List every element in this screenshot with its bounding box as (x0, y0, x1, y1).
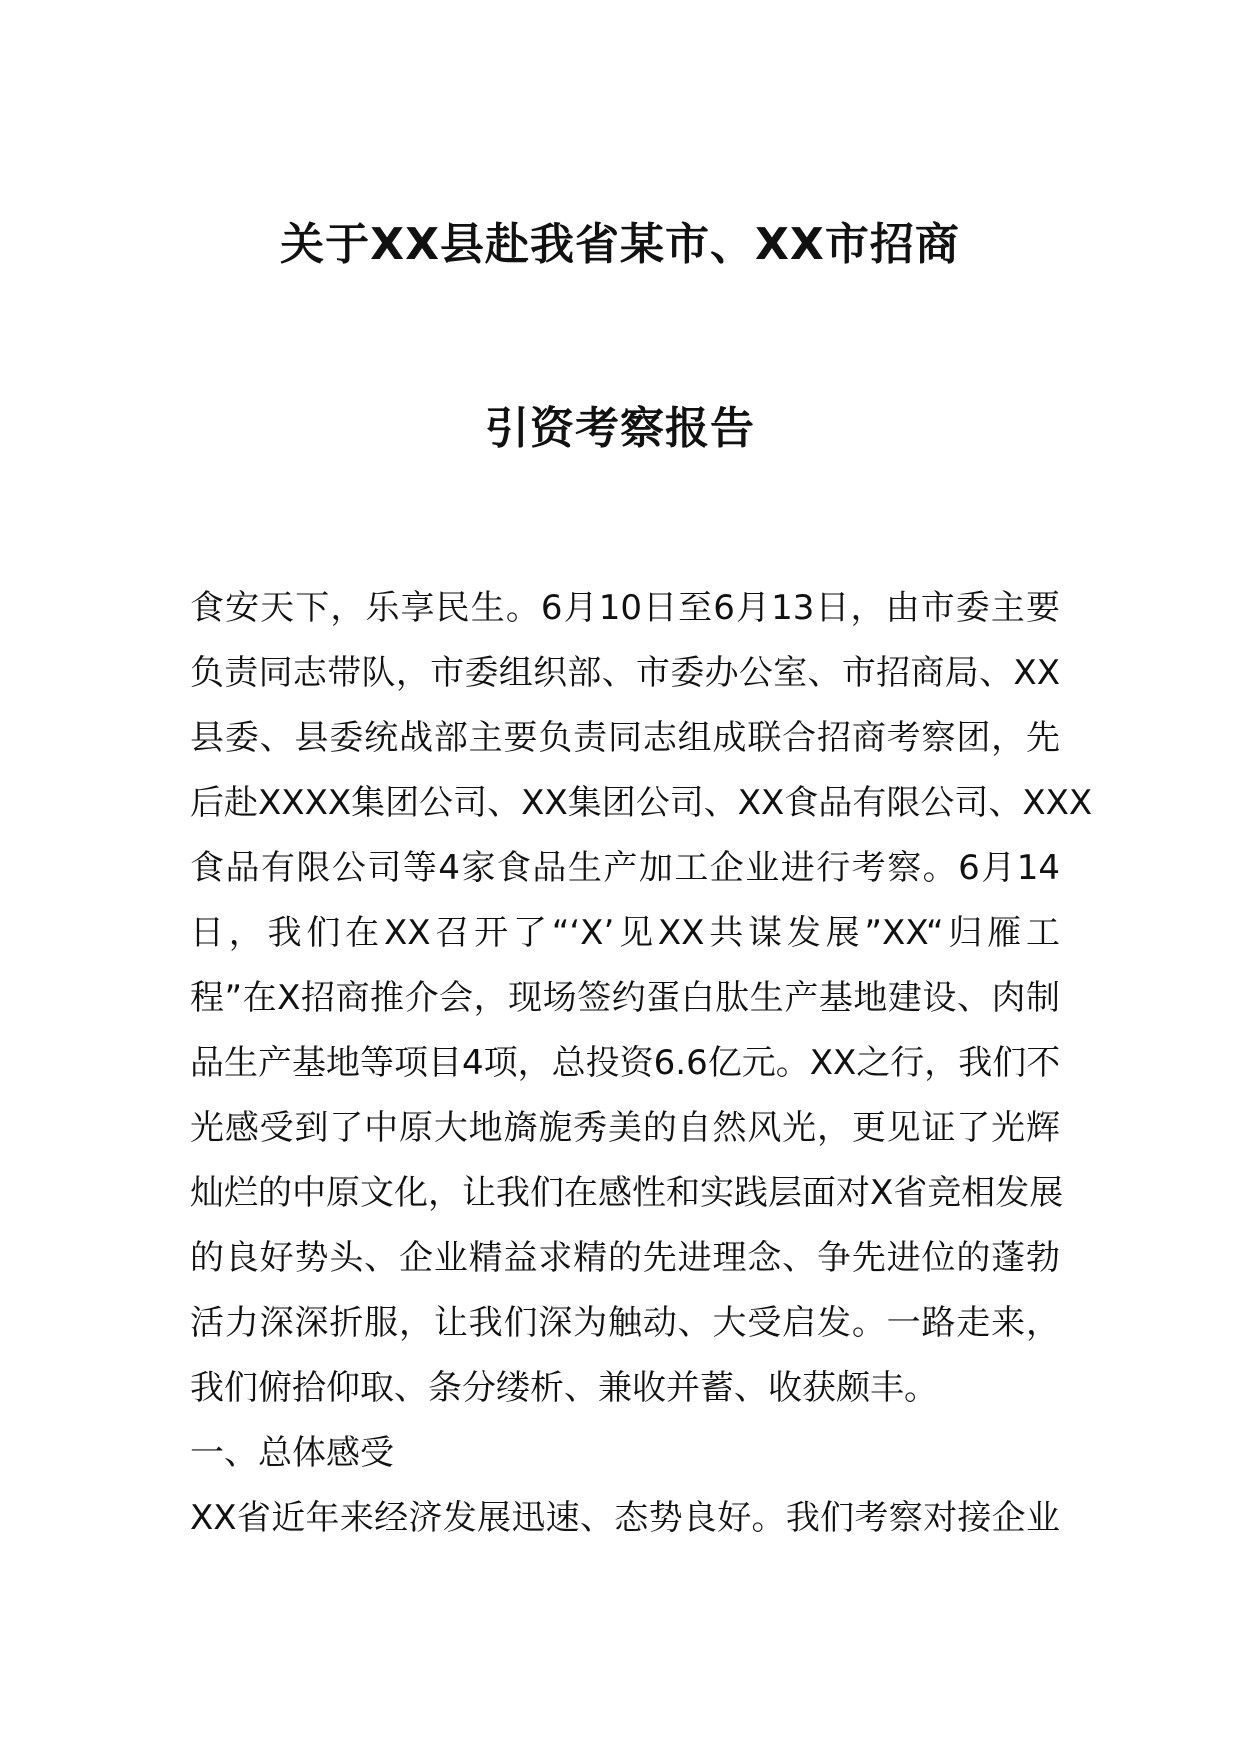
body-line: 负责同志带队，市委组织部、市委办公室、市招商局、XX (190, 653, 1060, 693)
document-title-line-2: 引资考察报告 (485, 403, 755, 454)
body-line: 的良好势头、企业精益求精的先进理念、争先进位的蓬勃 (190, 1238, 1060, 1278)
body-line: 食品有限公司等4家食品生产加工企业进行考察。6月14 (190, 848, 1060, 888)
body-line: 光感受到了中原大地旖旎秀美的自然风光，更见证了光辉 (190, 1108, 1060, 1148)
body-line: 日，我们在XX召开了“‘X’见XX共谋发展”XX“归雁工 (190, 913, 1060, 953)
body-line: 程”在X招商推介会，现场签约蛋白肽生产基地建设、肉制 (190, 978, 1060, 1018)
body-line: 后赴XXXX集团公司、XX集团公司、XX食品有限公司、XXX (190, 783, 1093, 823)
section-heading: 一、总体感受 (190, 1433, 394, 1473)
body-line: 品生产基地等项目4项，总投资6.6亿元。XX之行，我们不 (190, 1043, 1061, 1083)
body-line: 灿烂的中原文化，让我们在感性和实践层面对X省竞相发展 (190, 1173, 1064, 1213)
document-title-line-1: 关于XX县赴我省某市、XX市招商 (280, 219, 960, 270)
document-body (190, 576, 1093, 1551)
body-line: 县委、县委统战部主要负责同志组成联合招商考察团，先 (190, 718, 1060, 758)
paragraph-end-line: 我们俯拾仰取、条分缕析、兼收并蓄、收获颇丰。 (190, 1368, 938, 1408)
body-line: 食安天下，乐享民生。6月10日至6月13日，由市委主要 (190, 588, 1060, 628)
body-line: XX省近年来经济发展迅速、态势良好。我们考察对接企业 (190, 1498, 1060, 1538)
body-line: 活力深深折服，让我们深为触动、大受启发。一路走来， (190, 1303, 1060, 1343)
